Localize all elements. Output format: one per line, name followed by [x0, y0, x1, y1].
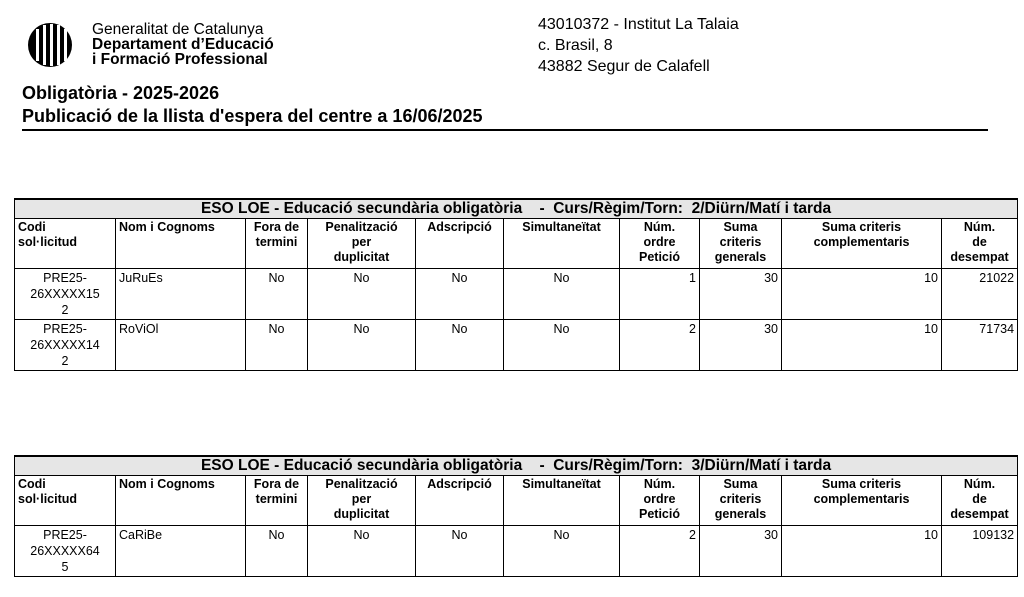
cell-codi: PRE25- 26XXXXX64 5 — [15, 526, 116, 577]
organization-name — [92, 22, 274, 67]
cell-nom: RoViOl — [116, 320, 246, 371]
cell-complem: 10 — [782, 320, 942, 371]
column-header: Suma criteris generals — [700, 476, 782, 526]
cell-fora: No — [246, 269, 308, 320]
table-row — [15, 526, 1018, 577]
table-row — [15, 269, 1018, 320]
cell-generals: 30 — [700, 526, 782, 577]
cell-nom: JuRuEs — [116, 269, 246, 320]
column-header: Simultaneïtat — [504, 219, 620, 269]
cell-ordre: 2 — [620, 526, 700, 577]
cell-simult: No — [504, 526, 620, 577]
column-header: Suma criteris complementaris — [782, 219, 942, 269]
column-header: Núm. de desempat — [942, 476, 1018, 526]
org-line-3: i Formació Professional — [92, 51, 268, 68]
column-header: Suma criteris generals — [700, 219, 782, 269]
cell-penal: No — [308, 269, 416, 320]
centre-info — [538, 14, 739, 77]
page-title: Obligatòria - 2025-2026 — [22, 83, 220, 103]
cell-nom: CaRiBe — [116, 526, 246, 577]
cell-fora: No — [246, 320, 308, 371]
column-header: Suma criteris complementaris — [782, 476, 942, 526]
column-header: Penalització per duplicitat — [308, 219, 416, 269]
cell-adscr: No — [416, 320, 504, 371]
table-row — [15, 320, 1018, 371]
centre-street: c. Brasil, 8 — [538, 37, 613, 54]
cell-desempat: 71734 — [942, 320, 1018, 371]
cell-fora: No — [246, 526, 308, 577]
cell-codi: PRE25- 26XXXXX15 2 — [15, 269, 116, 320]
column-header: Codi sol·licitud — [15, 476, 116, 526]
column-header: Nom i Cognoms — [116, 476, 246, 526]
column-header: Adscripció — [416, 476, 504, 526]
column-header: Nom i Cognoms — [116, 219, 246, 269]
org-line-1: Generalitat de Catalunya — [92, 21, 264, 38]
cell-desempat: 21022 — [942, 269, 1018, 320]
title-divider — [22, 129, 988, 131]
cell-desempat: 109132 — [942, 526, 1018, 577]
cell-ordre: 1 — [620, 269, 700, 320]
generalitat-logo-icon — [22, 20, 84, 70]
centre-name: 43010372 - Institut La Talaia — [538, 16, 739, 33]
cell-codi: PRE25- 26XXXXX14 2 — [15, 320, 116, 371]
cell-generals: 30 — [700, 320, 782, 371]
table-caption: ESO LOE - Educació secundària obligatòria - Curs/Règim/Torn: 3/Diürn/Matí i tarda — [15, 456, 1018, 476]
cell-ordre: 2 — [620, 320, 700, 371]
column-header: Núm. ordre Petició — [620, 476, 700, 526]
column-header: Fora de termini — [246, 219, 308, 269]
column-header: Codi sol·licitud — [15, 219, 116, 269]
cell-simult: No — [504, 320, 620, 371]
cell-complem: 10 — [782, 269, 942, 320]
centre-city: 43882 Segur de Calafell — [538, 58, 710, 75]
column-header: Fora de termini — [246, 476, 308, 526]
cell-simult: No — [504, 269, 620, 320]
column-header: Penalització per duplicitat — [308, 476, 416, 526]
cell-complem: 10 — [782, 526, 942, 577]
cell-adscr: No — [416, 526, 504, 577]
waiting-list-table — [14, 455, 1018, 577]
table-caption: ESO LOE - Educació secundària obligatòria - Curs/Règim/Torn: 2/Diürn/Matí i tarda — [15, 199, 1018, 219]
column-header: Simultaneïtat — [504, 476, 620, 526]
page-subtitle: Publicació de la llista d'espera del centre a 16/06/2025 — [22, 106, 483, 126]
cell-adscr: No — [416, 269, 504, 320]
column-header: Núm. ordre Petició — [620, 219, 700, 269]
waiting-list-table — [14, 198, 1018, 371]
column-header: Adscripció — [416, 219, 504, 269]
org-line-2: Departament d’Educació — [92, 36, 274, 53]
column-header: Núm. de desempat — [942, 219, 1018, 269]
cell-penal: No — [308, 320, 416, 371]
cell-generals: 30 — [700, 269, 782, 320]
cell-penal: No — [308, 526, 416, 577]
